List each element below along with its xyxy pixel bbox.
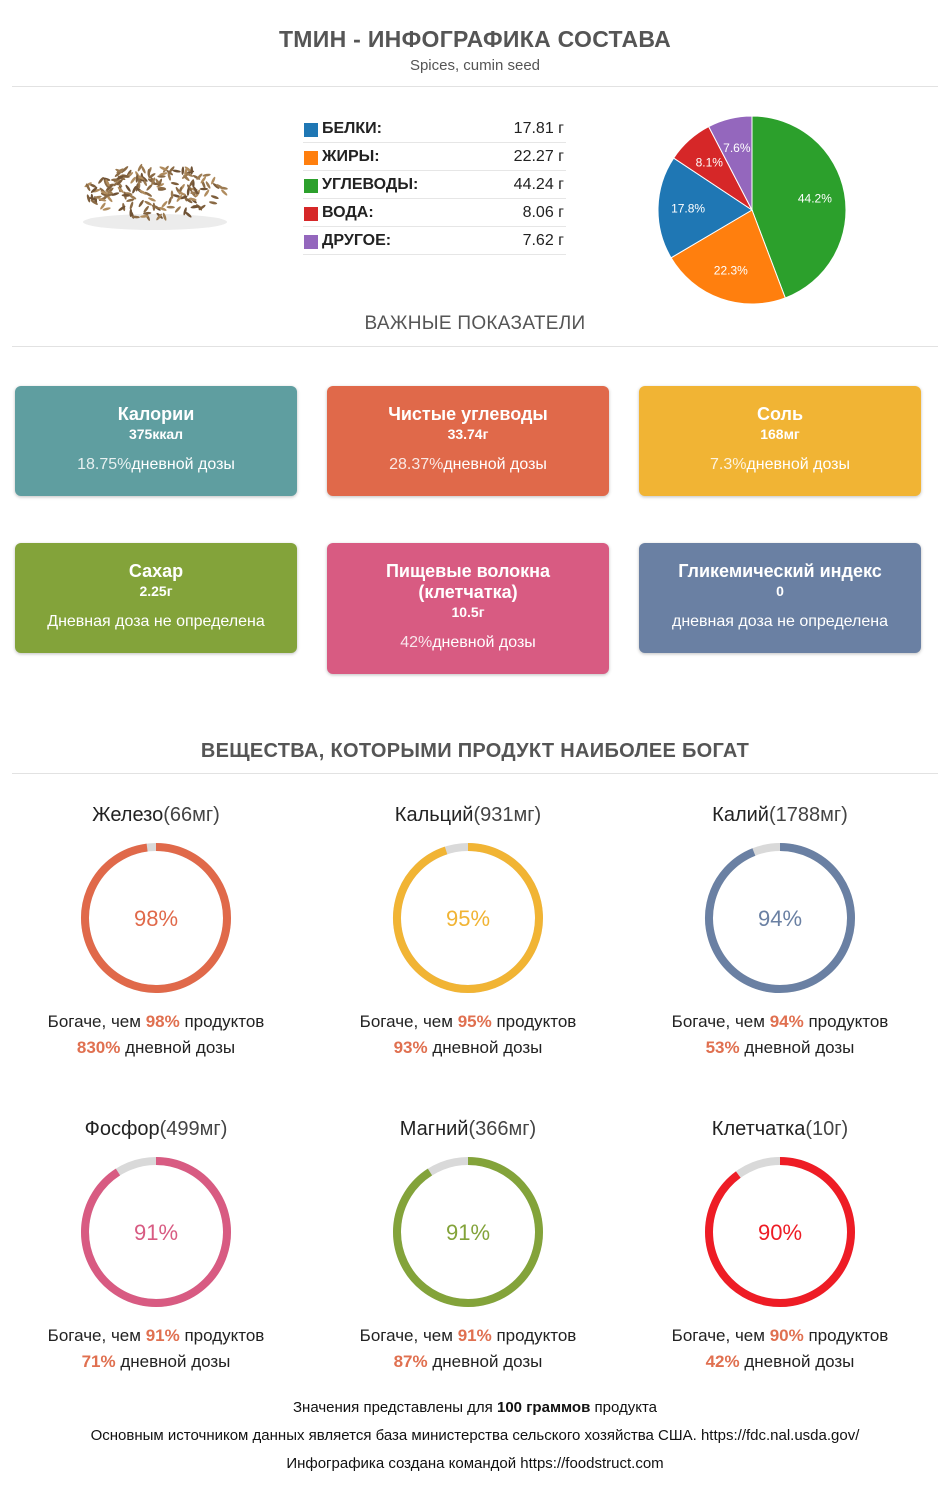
seed (210, 194, 219, 199)
seed (172, 169, 181, 173)
nutrient-daily (6, 1038, 306, 1058)
nutrient-name: Кальций (394, 804, 474, 826)
macro-label: УГЛЕВОДЫ: (322, 176, 419, 193)
card-daily (327, 634, 609, 652)
card-salt (639, 386, 921, 496)
macro-value: 22.27 г (513, 148, 564, 165)
rich-percent: 98% (145, 1012, 180, 1031)
daily-percent: 71% (81, 1352, 116, 1371)
macro-row-protein (303, 115, 566, 143)
daily-text: дневной дозы (432, 1352, 543, 1371)
card-value: 33.74г (447, 426, 489, 442)
seed (220, 189, 228, 197)
nutrient-richer-than (6, 1012, 306, 1032)
nutrient-title (6, 804, 306, 830)
daily-text: дневной дозы (744, 1038, 855, 1057)
nutrient-name: Фосфор (84, 1118, 160, 1140)
seed (209, 201, 218, 205)
legend-swatch (304, 123, 318, 137)
nutrient-title (630, 804, 930, 830)
daily-text: дневной дозы (120, 1352, 231, 1371)
nutrient-ring (700, 1152, 860, 1312)
nutrient-daily (630, 1038, 930, 1058)
nutrient-fiber (630, 1118, 930, 1372)
nutrient-richer-than (630, 1326, 930, 1346)
nutrient-amount: (10г) (805, 1118, 849, 1140)
card-name: Калории (117, 404, 195, 424)
ring-percent: 91% (133, 1220, 179, 1245)
rich-prefix: Богаче, чем (47, 1012, 141, 1031)
card-name: Пищевые волокна (клетчатка) (385, 561, 551, 602)
nutrient-ring (700, 838, 860, 998)
card-daily-pct: 28.37% (389, 456, 444, 473)
macro-value: 44.24 г (513, 176, 564, 193)
footer-note-source: Основным источником данных является база министерства сельского хозяйства США. https://fdc.nal.usda.gov/ (90, 1427, 860, 1444)
nutrient-ring (388, 838, 548, 998)
ring-percent: 98% (133, 906, 179, 931)
card-sugar (15, 543, 297, 653)
card-name: Соль (756, 404, 804, 424)
nutrient-daily (6, 1352, 306, 1372)
macro-label: ВОДА: (322, 204, 374, 221)
seed (129, 201, 134, 210)
footer-note-credit: Инфографика создана командой https://foodstruct.com (286, 1455, 664, 1472)
rich-percent: 95% (457, 1012, 492, 1031)
card-value: 10.5г (451, 604, 485, 620)
daily-text: дневной дозы (432, 1038, 543, 1057)
seed (166, 206, 175, 209)
daily-text: дневной дозы (125, 1038, 236, 1057)
rich-prefix: Богаче, чем (47, 1326, 141, 1345)
seed (148, 197, 157, 203)
seed (190, 166, 193, 174)
macro-value: 8.06 г (522, 204, 564, 221)
nutrient-amount: (66мг) (163, 804, 220, 826)
card-name: Сахар (128, 561, 184, 581)
nutrient-name: Калий (712, 804, 769, 826)
card-daily-text: дневной дозы (443, 456, 547, 473)
daily-percent: 93% (393, 1038, 428, 1057)
rich-prefix: Богаче, чем (671, 1326, 765, 1345)
nutrient-title (318, 804, 618, 830)
macro-row-carbs (303, 171, 566, 199)
seed (200, 188, 208, 191)
macro-value: 7.62 г (522, 232, 564, 249)
seed (97, 176, 104, 184)
card-daily-text: дневной дозы (131, 456, 235, 473)
footer-unit: граммов (526, 1399, 591, 1416)
card-calories (15, 386, 297, 496)
nutrient-name: Клетчатка (711, 1118, 806, 1140)
seed (125, 184, 132, 192)
nutrient-richer-than (318, 1326, 618, 1346)
legend-swatch (304, 151, 318, 165)
cumin-seeds-image (75, 140, 235, 235)
rich-prefix: Богаче, чем (359, 1012, 453, 1031)
card-daily (327, 456, 609, 474)
card-daily-pct: 42% (400, 634, 433, 651)
footer-note-serving (0, 1399, 950, 1416)
pie-slice-label: 44.2% (797, 191, 832, 206)
seed (102, 207, 111, 212)
section-title-key-indicators: ВАЖНЫЕ ПОКАЗАТЕЛИ (364, 313, 586, 334)
daily-text: дневной дозы (744, 1352, 855, 1371)
card-net-carbs (327, 386, 609, 496)
nutrient-title (318, 1118, 618, 1144)
card-daily-text: дневная доза не определена (671, 613, 888, 630)
card-daily-text: Дневная доза не определена (47, 613, 265, 630)
nutrient-ring (76, 1152, 236, 1312)
macro-label: ДРУГОЕ: (322, 232, 392, 249)
macro-label: ЖИРЫ: (322, 148, 380, 165)
macro-row-water (303, 199, 566, 227)
card-value: 375ккал (128, 426, 184, 442)
seed (181, 166, 184, 175)
daily-percent: 830% (76, 1038, 121, 1057)
pie-slice-label: 17.8% (671, 201, 706, 216)
ring-percent: 95% (445, 906, 491, 931)
rich-prefix: Богаче, чем (671, 1012, 765, 1031)
rich-percent: 91% (457, 1326, 492, 1345)
nutrient-amount: (366мг) (468, 1118, 537, 1140)
rich-percent: 91% (145, 1326, 180, 1345)
nutrient-amount: (931мг) (473, 804, 542, 826)
nutrient-title (630, 1118, 930, 1144)
seed (202, 173, 211, 177)
ring-percent: 91% (445, 1220, 491, 1245)
ring-percent: 94% (757, 906, 803, 931)
legend-swatch (304, 235, 318, 249)
seed (122, 194, 130, 197)
legend-swatch (304, 179, 318, 193)
macro-table (303, 115, 566, 255)
pie-slice-label: 7.6% (723, 140, 751, 155)
footer-amount: 100 (496, 1399, 523, 1416)
rich-suffix: продуктов (184, 1012, 265, 1031)
daily-percent: 53% (705, 1038, 740, 1057)
nutrient-name: Железо (92, 804, 164, 826)
nutrient-potassium (630, 804, 930, 1058)
rich-suffix: продуктов (496, 1326, 577, 1345)
card-glycemic-index (639, 543, 921, 653)
pie-slice-label: 22.3% (713, 263, 748, 278)
seed (151, 204, 160, 210)
card-daily (15, 456, 297, 474)
nutrient-richer-than (318, 1012, 618, 1032)
footer-prefix: Значения представлены для (292, 1399, 493, 1416)
card-name: Гликемический индекс (678, 561, 882, 581)
seed (171, 181, 180, 185)
nutrient-richer-than (630, 1012, 930, 1032)
seed (144, 200, 153, 206)
nutrient-phosphorus (6, 1118, 306, 1372)
nutrient-richer-than (6, 1326, 306, 1346)
page-subtitle: Spices, cumin seed (409, 57, 541, 74)
macro-row-fat (303, 143, 566, 171)
nutrient-daily (318, 1352, 618, 1372)
card-daily-pct: 18.75% (77, 456, 132, 473)
ring-percent: 90% (757, 1220, 803, 1245)
divider (12, 346, 938, 347)
nutrient-calcium (318, 804, 618, 1058)
daily-percent: 42% (705, 1352, 740, 1371)
seed (130, 176, 137, 184)
card-value: 0 (776, 583, 784, 599)
nutrient-amount: (499мг) (159, 1118, 228, 1140)
nutrient-iron (6, 804, 306, 1058)
seed (168, 166, 175, 174)
card-daily (639, 456, 921, 474)
divider (12, 773, 938, 774)
rich-suffix: продуктов (808, 1012, 889, 1031)
section-title-rich-in: ВЕЩЕСТВА, КОТОРЫМИ ПРОДУКТ НАИБОЛЕЕ БОГАТ (200, 740, 750, 762)
nutrient-title (6, 1118, 306, 1144)
card-fiber (327, 543, 609, 674)
card-daily-text: дневной дозы (432, 634, 536, 651)
divider (12, 86, 938, 87)
rich-percent: 90% (769, 1326, 804, 1345)
rich-suffix: продуктов (496, 1012, 577, 1031)
card-daily (639, 613, 921, 631)
macro-pie-chart (652, 110, 852, 310)
nutrient-daily (630, 1352, 930, 1372)
card-value: 168мг (760, 426, 800, 442)
nutrient-name: Магний (399, 1118, 469, 1140)
seed (174, 205, 182, 213)
footer-suffix: продукта (594, 1399, 658, 1416)
nutrient-amount: (1788мг) (768, 804, 848, 826)
macro-label: БЕЛКИ: (322, 120, 382, 137)
legend-swatch (304, 207, 318, 221)
card-daily (15, 613, 297, 631)
daily-percent: 87% (393, 1352, 428, 1371)
nutrient-magnesium (318, 1118, 618, 1372)
rich-percent: 94% (769, 1012, 804, 1031)
card-daily-pct: 7.3% (709, 456, 747, 473)
macro-row-other (303, 227, 566, 255)
rich-suffix: продуктов (808, 1326, 889, 1345)
rich-suffix: продуктов (184, 1326, 265, 1345)
nutrient-daily (318, 1038, 618, 1058)
seed (138, 199, 145, 207)
card-value: 2.25г (139, 583, 173, 599)
card-name: Чистые углеводы (388, 404, 548, 424)
rich-prefix: Богаче, чем (359, 1326, 453, 1345)
macro-value: 17.81 г (513, 120, 564, 137)
nutrient-ring (76, 838, 236, 998)
page-title: ТМИН - ИНФОГРАФИКА СОСТАВА (278, 26, 672, 52)
nutrient-ring (388, 1152, 548, 1312)
card-daily-text: дневной дозы (746, 456, 851, 473)
pie-slice-label: 8.1% (695, 155, 723, 170)
